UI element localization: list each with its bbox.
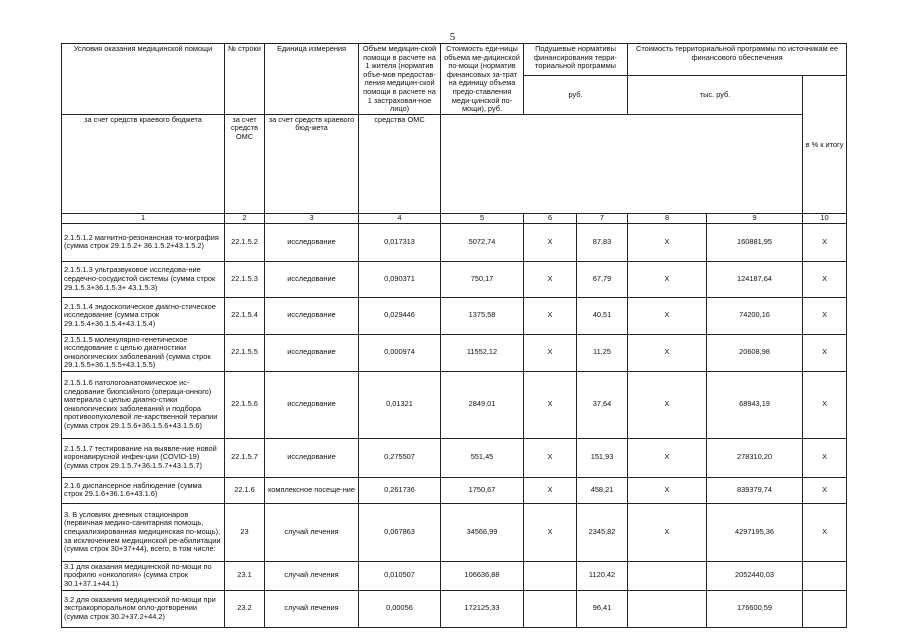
table-cell-c1: 2.1.5.1.4 эндоскопическое диагно-стическое исследование (сумма строк 29.1.5.4+36.1.5.4+43.1.5.4) (62, 297, 225, 334)
table-cell-c10: X (803, 223, 847, 261)
column-number-row (62, 213, 847, 223)
table-cell-c4: 0,275507 (359, 438, 441, 477)
table-cell-c3: случай лечения (265, 561, 359, 590)
header-unit: Единица измерения (265, 44, 359, 115)
table-cell-c8: X (628, 438, 707, 477)
table-cell-c2: 22.1.5.5 (225, 334, 265, 371)
program-cost-table (61, 43, 847, 628)
table-cell-c4: 0,01321 (359, 371, 441, 438)
table-cell-c10: X (803, 261, 847, 297)
col-number: 8 (628, 213, 707, 223)
table-cell-c6 (524, 561, 577, 590)
table-cell-c1: 2.1.5.1.3 ультразвуковое исследова-ние сердечно-сосудистой системы (сумма строк 29.1.5.3+36.1.5.3+ 43.1.5.3) (62, 261, 225, 297)
col-number: 5 (441, 213, 524, 223)
table-cell-c9: 278310,20 (707, 438, 803, 477)
table-cell-c6: X (524, 297, 577, 334)
table-cell-c9: 20608,98 (707, 334, 803, 371)
col-number: 1 (62, 213, 225, 223)
table-cell-c2: 22.1.5.4 (225, 297, 265, 334)
table-cell-c3: исследование (265, 223, 359, 261)
table-cell-c5: 2849,01 (441, 371, 524, 438)
table-cell-c10: X (803, 371, 847, 438)
table-cell-c4: 0,010507 (359, 561, 441, 590)
col-number: 4 (359, 213, 441, 223)
table-cell-c1: 2.1.5.1.7 тестирование на выявле-ние новой коронавирусной инфек-ции (COVID-19) (сумма строк 29.1.5.7+36.1.5.7+43.1.5.7) (62, 438, 225, 477)
table-row (62, 438, 847, 477)
col-number: 10 (803, 213, 847, 223)
table-cell-c3: исследование (265, 261, 359, 297)
table-cell-c10: X (803, 334, 847, 371)
table-cell-c5: 5072,74 (441, 223, 524, 261)
table-cell-c4: 0,017313 (359, 223, 441, 261)
table-cell-c9: 74200,16 (707, 297, 803, 334)
table-cell-c2: 22.1.6 (225, 477, 265, 503)
table-row (62, 503, 847, 561)
header-row-number: № строки (225, 44, 265, 115)
table-cell-c9: 68943,19 (707, 371, 803, 438)
table-cell-c8: X (628, 261, 707, 297)
table-cell-c5: 750,17 (441, 261, 524, 297)
header-program-cost-group: Стоимость территориальной программы по источникам ее финансового обеспечения (628, 44, 847, 76)
table-cell-c9: 2052440,03 (707, 561, 803, 590)
table-cell-c10 (803, 561, 847, 590)
header-row-4 (62, 114, 847, 213)
table-cell-c4: 0,067863 (359, 503, 441, 561)
col-number: 7 (577, 213, 628, 223)
table-cell-c8: X (628, 223, 707, 261)
table-cell-c6: X (524, 334, 577, 371)
table-cell-c4: 0,00056 (359, 590, 441, 627)
table-cell-c9: 4297195,36 (707, 503, 803, 561)
header-rub-unit: руб. (524, 76, 628, 115)
table-row (62, 297, 847, 334)
col-number: 9 (707, 213, 803, 223)
table-cell-c6: X (524, 371, 577, 438)
table-row (62, 334, 847, 371)
table-cell-c3: исследование (265, 438, 359, 477)
table-cell-c7: 151,93 (577, 438, 628, 477)
table-cell-c5: 11552,12 (441, 334, 524, 371)
table-cell-c6: X (524, 223, 577, 261)
table-cell-c1: 3. В условиях дневных стационаров (первичная медико-санитарная помощь, специализированная медицинская по-мощь), за исключением медицинской ре-абилитации (сумма строк 30+37+44), всего, в том числе: (62, 503, 225, 561)
table-cell-c2: 22.1.5.2 (225, 223, 265, 261)
table-cell-c7: 40,51 (577, 297, 628, 334)
table-cell-c8 (628, 561, 707, 590)
table-cell-c6: X (524, 261, 577, 297)
table-cell-c10: X (803, 438, 847, 477)
header-regional-budget: за счет средств краевого бюджета (62, 114, 225, 213)
table-cell-c2: 23.1 (225, 561, 265, 590)
table-cell-c8: X (628, 371, 707, 438)
table-cell-c7: 1120,42 (577, 561, 628, 590)
table-cell-c8: X (628, 503, 707, 561)
table-row (62, 223, 847, 261)
col-number: 2 (225, 213, 265, 223)
col-number: 3 (265, 213, 359, 223)
table-row (62, 261, 847, 297)
header-per-capita-group: Подушевые нормативы финансирования терри-ториальной программы (524, 44, 628, 76)
table-cell-c2: 22.1.5.3 (225, 261, 265, 297)
table-cell-c7: 67,79 (577, 261, 628, 297)
header-regional-budget-cost: за счет средств краевого бюд-жета (265, 114, 359, 213)
table-cell-c2: 23 (225, 503, 265, 561)
table-cell-c7: 458,21 (577, 477, 628, 503)
table-cell-c1: 2.1.5.1.5 молекулярно-генетическое исследование с целью диагностики онкологических заболеваний (сумма строк 29.1.5.5+36.1.5.5+43.1.5.5) (62, 334, 225, 371)
table-cell-c8: X (628, 334, 707, 371)
table-cell-c10: X (803, 503, 847, 561)
table-cell-c1: 2.1.6 диспансерное наблюдение (сумма строк 29.1.6+36.1.6+43.1.6) (62, 477, 225, 503)
table-row (62, 371, 847, 438)
table-cell-c9: 160881,95 (707, 223, 803, 261)
table-cell-c5: 1750,67 (441, 477, 524, 503)
table-cell-c2: 22.1.5.7 (225, 438, 265, 477)
table-cell-c3: исследование (265, 297, 359, 334)
table-cell-c2: 22.1.5.6 (225, 371, 265, 438)
header-oms-cost: средства ОМС (359, 114, 441, 213)
table-cell-c1: 3.2 для оказания медицинской по-мощи при экстракорпоральном опло-дотворении (сумма строк 30.2+37.2+44.2) (62, 590, 225, 627)
table-cell-c10 (803, 590, 847, 627)
table-cell-c2: 23.2 (225, 590, 265, 627)
table-cell-c6: X (524, 503, 577, 561)
table-cell-c6 (524, 590, 577, 627)
table-cell-c7: 96,41 (577, 590, 628, 627)
table-cell-c5: 34566,99 (441, 503, 524, 561)
table-cell-c9: 176600,59 (707, 590, 803, 627)
table-cell-c1: 2.1.5.1.2 магнитно-резонансная то-мография (сумма строк 29.1.5.2+ 36.1.5.2+43.1.5.2) (62, 223, 225, 261)
table-cell-c1: 3.1 для оказания медицинской по-мощи по профилю «онкология» (сумма строк 30.1+37.1+44.1) (62, 561, 225, 590)
table-cell-c5: 1375,58 (441, 297, 524, 334)
page-number: 5 (449, 31, 456, 43)
table-cell-c8: X (628, 477, 707, 503)
table-cell-c4: 0,029446 (359, 297, 441, 334)
table-cell-c5: 551,45 (441, 438, 524, 477)
header-percent-total: в % к итогу (803, 76, 847, 214)
header-oms: за счет средств ОМС (225, 114, 265, 213)
col-number: 6 (524, 213, 577, 223)
header-volume: Объем медицин-ской помощи в расчете на 1 жителя (норматив объе-мов предостав-ления медицин-ской помощи в расчете на 1 застрахован-ное лицо) (359, 44, 441, 115)
table-cell-c1: 2.1.5.1.6 патологоанатомическое ис-следование биопсийного (операци-онного) материала с целью диагно-стики онкологических заболеваний и подбора противоопухолевой ле-карственной терапии (сумма строк 29.1.5.6+36.1.5.6+43.1.5.6) (62, 371, 225, 438)
table-cell-c7: 2345,82 (577, 503, 628, 561)
header-unit-cost: Стоимость еди-ницы объема ме-дицинской по-мощи (норматив финансовых за-трат на единицу объема предо-ставления меди-цинской по-мощи), руб. (441, 44, 524, 115)
table-cell-c3: случай лечения (265, 503, 359, 561)
table-cell-c4: 0,000974 (359, 334, 441, 371)
table-cell-c9: 124187,64 (707, 261, 803, 297)
table-cell-c3: случай лечения (265, 590, 359, 627)
header-thousand-rub-unit: тыс. руб. (628, 76, 803, 115)
table-cell-c6: X (524, 477, 577, 503)
table-cell-c9: 839379,74 (707, 477, 803, 503)
table-cell-c7: 37,64 (577, 371, 628, 438)
table-cell-c3: исследование (265, 334, 359, 371)
table-cell-c3: комплексное посеще-ние (265, 477, 359, 503)
header-conditions: Условия оказания медицинской помощи (62, 44, 225, 115)
table-cell-c7: 11,25 (577, 334, 628, 371)
table-cell-c8: X (628, 297, 707, 334)
table-cell-c7: 87,83 (577, 223, 628, 261)
table-row (62, 477, 847, 503)
table-cell-c4: 0,261736 (359, 477, 441, 503)
header-row-1 (62, 44, 847, 56)
table-cell-c3: исследование (265, 371, 359, 438)
table-row (62, 590, 847, 627)
table-cell-c5: 106636,88 (441, 561, 524, 590)
table-row (62, 561, 847, 590)
table-cell-c10: X (803, 297, 847, 334)
table-cell-c10: X (803, 477, 847, 503)
table-cell-c6: X (524, 438, 577, 477)
table-cell-c4: 0,090371 (359, 261, 441, 297)
table-cell-c5: 172125,33 (441, 590, 524, 627)
table-cell-c8 (628, 590, 707, 627)
